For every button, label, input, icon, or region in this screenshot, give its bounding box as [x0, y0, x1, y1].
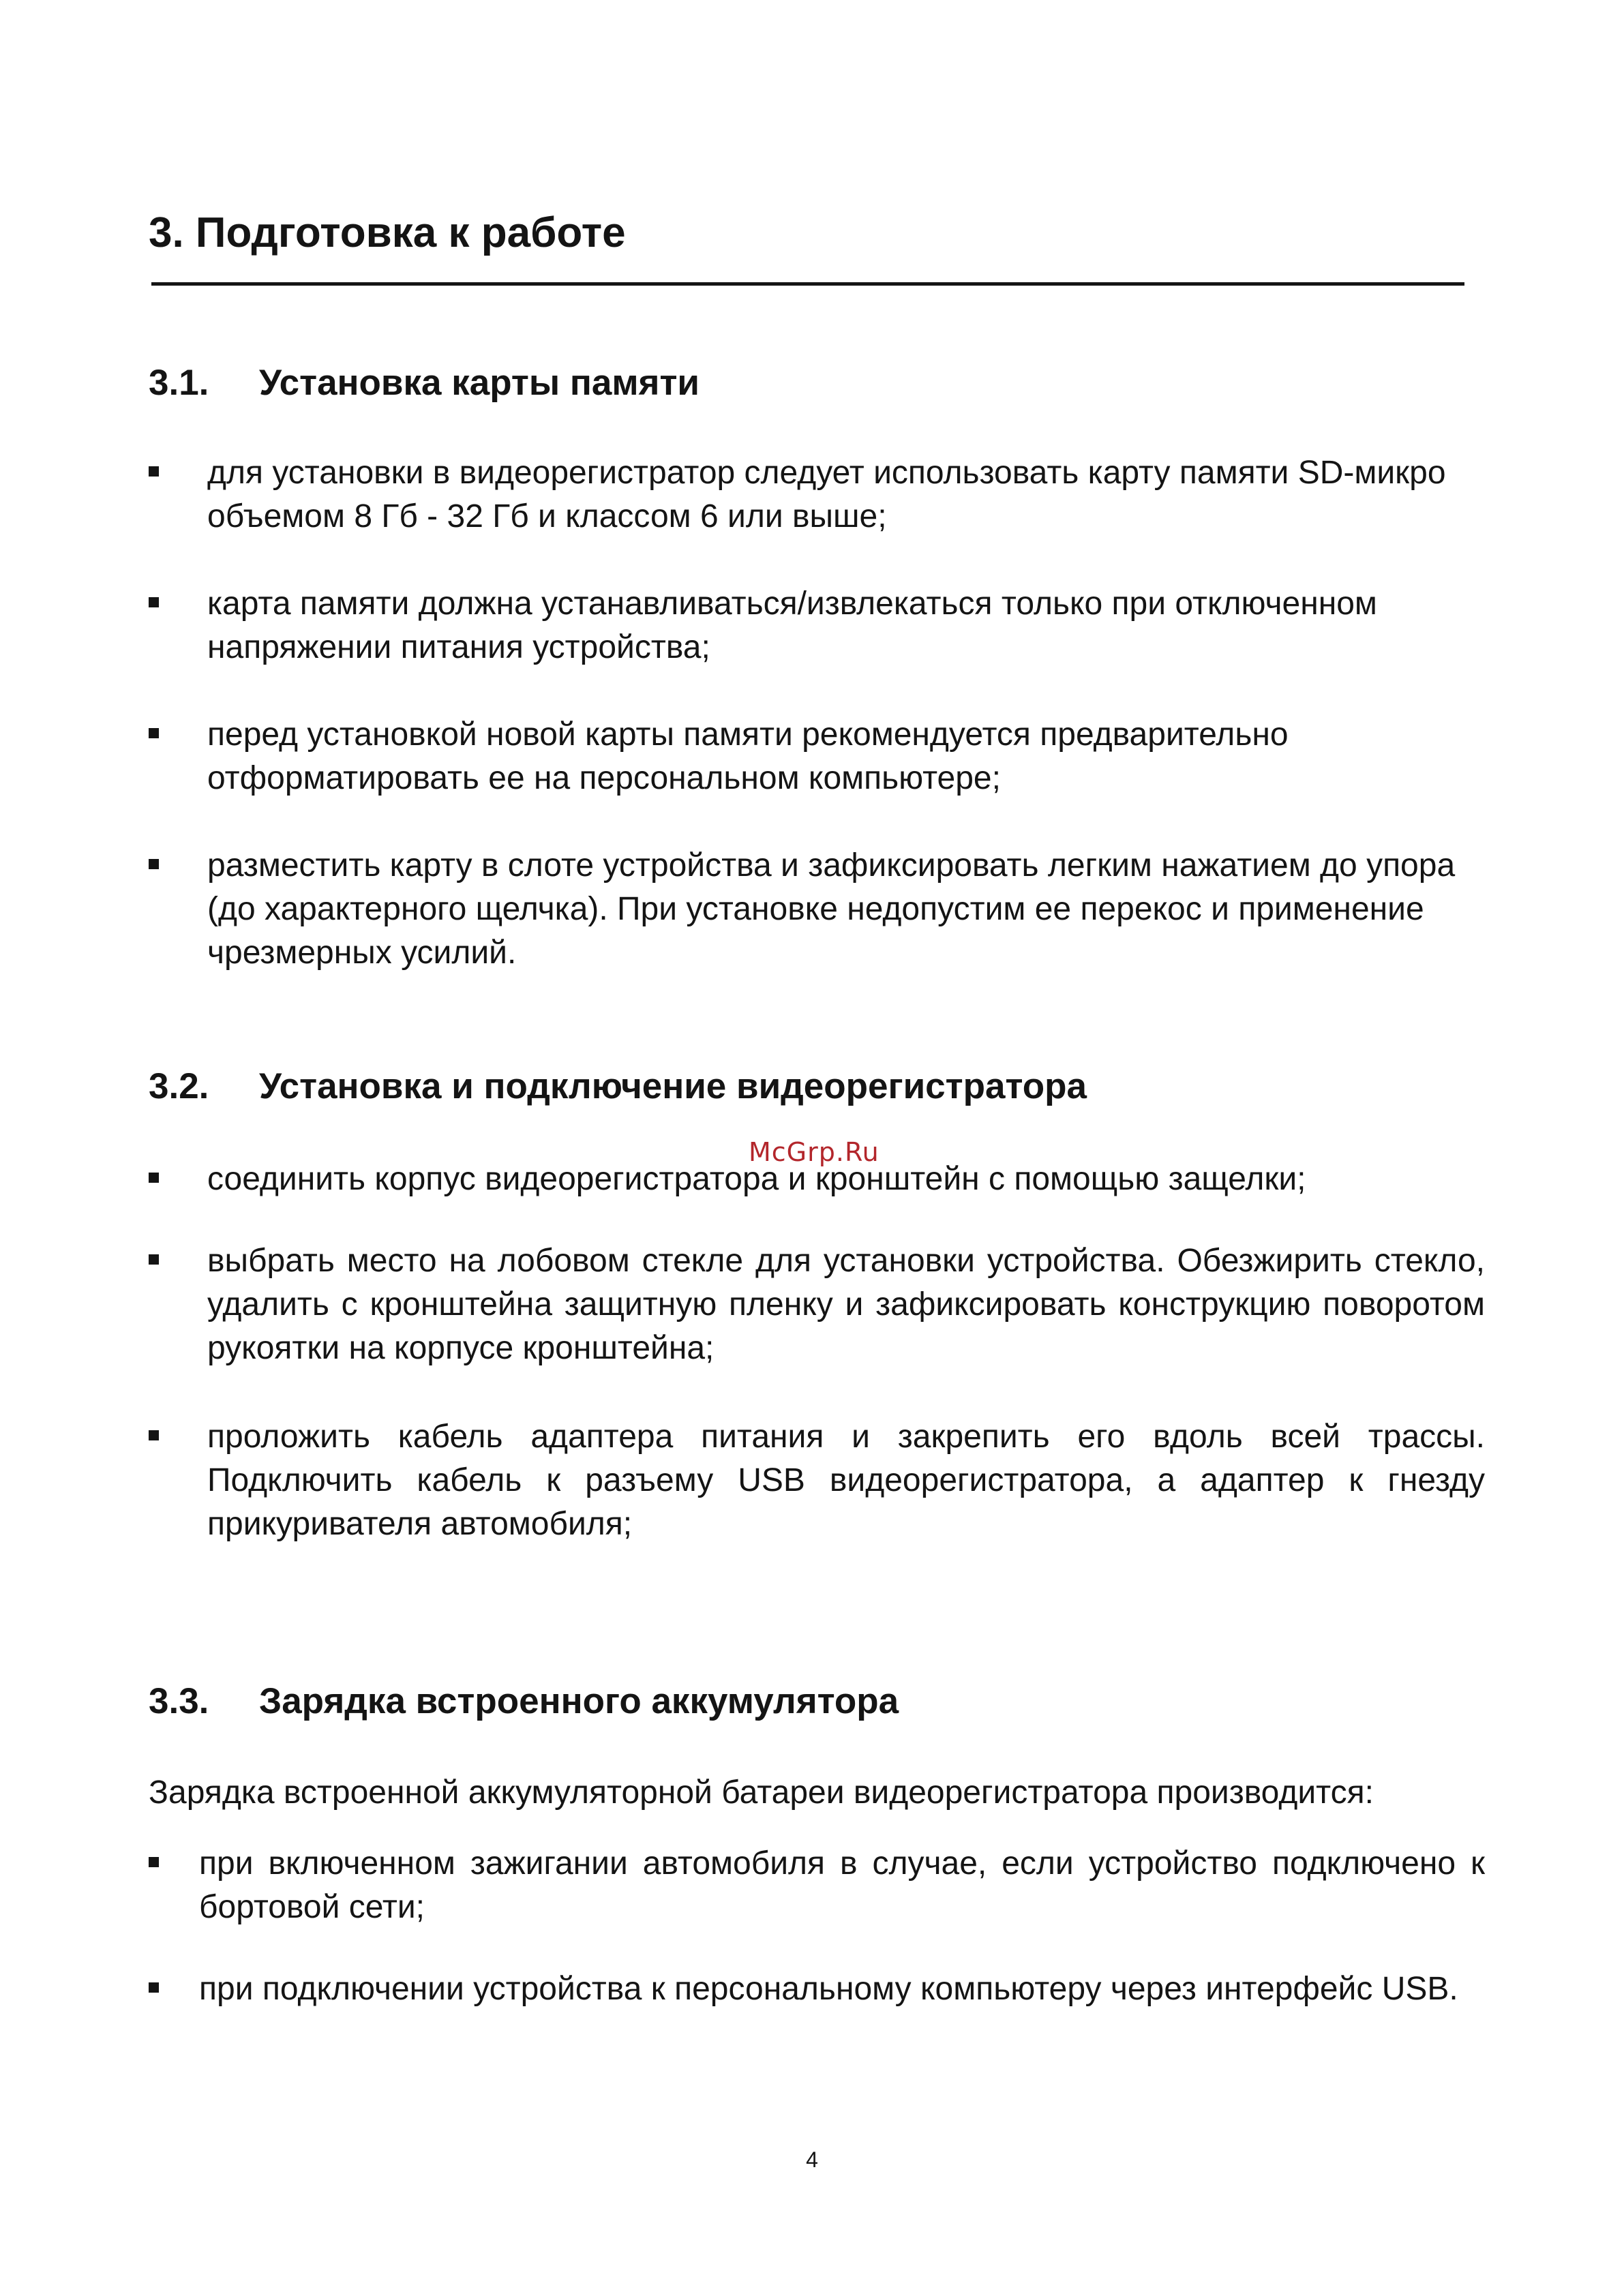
list-item-text: перед установкой новой карты памяти рекомендуется предварительно отформатировать ее на персональном компьютере;: [207, 716, 1289, 796]
list-item-text: при включенном зажигании автомобиля в случае, если устройство подключено к бортовой сети;: [199, 1845, 1485, 1925]
section-title: Установка карты памяти: [259, 363, 700, 403]
section-heading-3-3: [149, 1680, 899, 1723]
title-divider: [151, 282, 1464, 286]
bullet-icon: [149, 1857, 159, 1867]
page-title: 3. Подготовка к работе: [149, 209, 626, 256]
bullet-icon: [149, 1430, 159, 1440]
list-item-text: при подключении устройства к персональному компьютеру через интерфейс USB.: [199, 1971, 1458, 2007]
page-number: 4: [806, 2147, 818, 2172]
section-number: 3.1.: [149, 363, 209, 403]
section-heading-3-2: [149, 1065, 1087, 1108]
section-title: Зарядка встроенного аккумулятора: [259, 1681, 899, 1721]
section-number: 3.2.: [149, 1066, 209, 1106]
section-number: 3.3.: [149, 1681, 209, 1721]
list-item-text: проложить кабель адаптера питания и закрепить его вдоль всей трассы. Подключить кабель к разъему USB видеорегистратора, а адаптер к гнезду прикуривателя автомобиля;: [207, 1419, 1485, 1542]
list-item: [149, 1415, 1485, 1546]
section-intro: Зарядка встроенной аккумуляторной батареи видеорегистратора производится:: [149, 1774, 1374, 1811]
list-item-text: разместить карту в слоте устройства и зафиксировать легким нажатием до упора (до характерного щелчка). При установке недопустим ее перекос и применение чрезмерных усилий.: [207, 847, 1456, 971]
list-item-text: карта памяти должна устанавливаться/извлекаться только при отключенном напряжении питания устройства;: [207, 586, 1377, 665]
list-item: [149, 1239, 1485, 1370]
list-item: [149, 451, 1485, 539]
bullet-icon: [149, 1254, 159, 1265]
bullet-icon: [149, 1982, 159, 1993]
list-item: [149, 713, 1485, 800]
list-item: [149, 1967, 1485, 2011]
list-item-text: выбрать место на лобовом стекле для установки устройства. Обезжирить стекло, удалить с кронштейна защитную пленку и зафиксировать конструкцию поворотом рукоятки на корпусе кронштейна;: [207, 1243, 1485, 1366]
list-item: [149, 582, 1485, 669]
list-item: [149, 844, 1485, 975]
section-title: Установка и подключение видеорегистратора: [259, 1066, 1087, 1106]
list-item-text: для установки в видеорегистратор следует использовать карту памяти SD-микро объемом 8 Гб - 32 Гб и классом 6 или выше;: [207, 455, 1446, 534]
list-item: [149, 1842, 1485, 1929]
watermark: McGrp.Ru: [749, 1137, 879, 1167]
section-heading-3-1: [149, 361, 700, 405]
bullet-icon: [149, 466, 159, 477]
list-item-text: соединить корпус видеорегистратора и кронштейн с помощью защелки;: [207, 1161, 1306, 1197]
bullet-icon: [149, 728, 159, 738]
bullet-icon: [149, 597, 159, 607]
bullet-icon: [149, 1173, 159, 1183]
bullet-icon: [149, 859, 159, 869]
list-item: [149, 1158, 1485, 1201]
